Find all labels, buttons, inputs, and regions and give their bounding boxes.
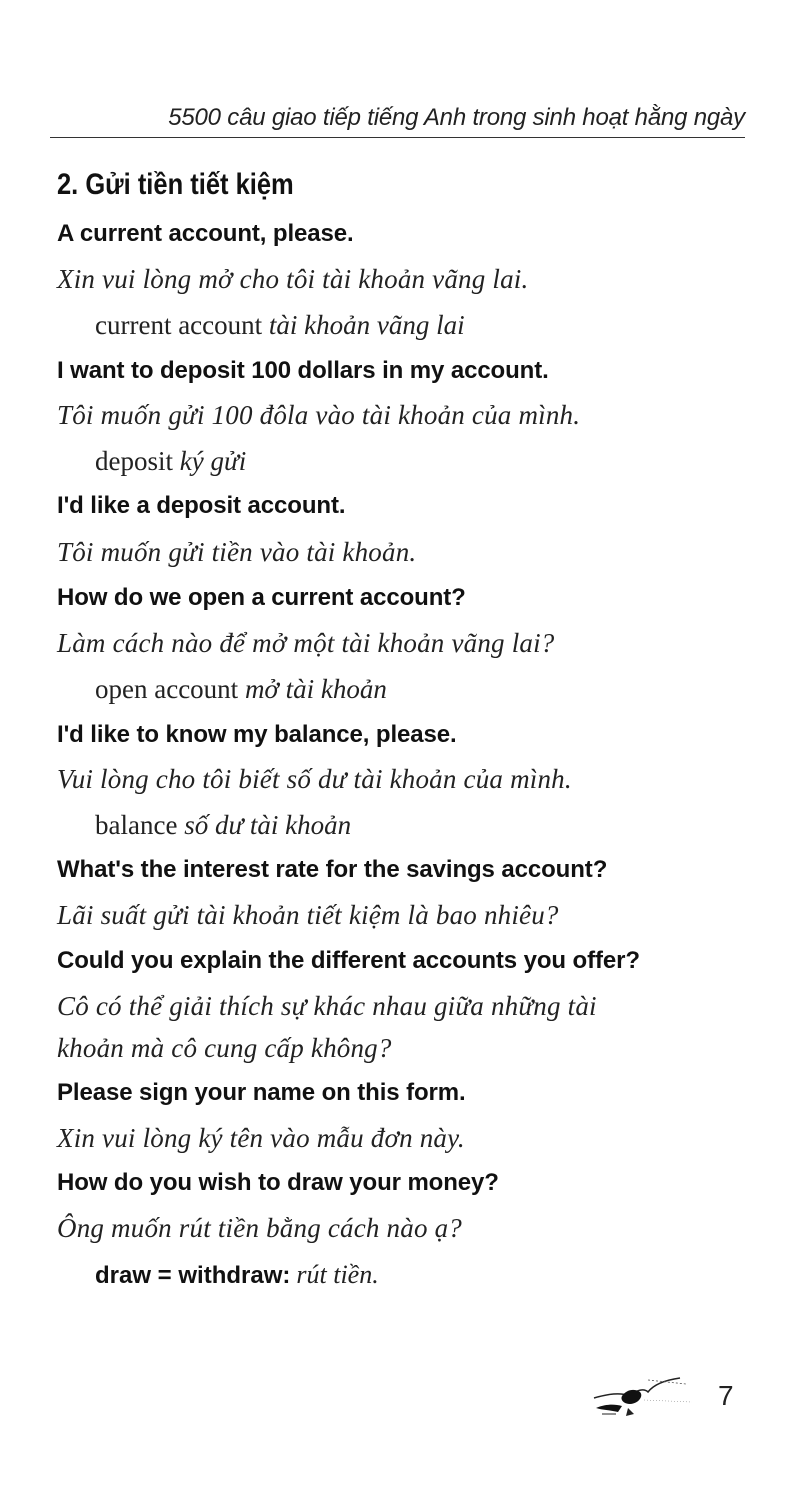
vocabulary-note [95,1260,379,1290]
vietnamese-translation: Xin vui lòng ký tên vào mẫu đơn này. [57,1123,465,1153]
vietnamese-translation: Tôi muốn gửi 100 đôla vào tài khoản của mình. [57,400,581,430]
english-phrase: What's the interest rate for the savings account? [57,856,608,883]
vietnamese-translation: Lãi suất gửi tài khoản tiết kiệm là bao nhiêu? [57,900,559,930]
vocabulary-term: draw = withdraw: [95,1262,291,1289]
vocabulary-meaning: số dư tài khoản [184,810,352,840]
vocabulary-meaning: mở tài khoản [244,674,387,704]
vietnamese-translation-line-2: khoản mà cô cung cấp không? [57,1033,392,1063]
english-phrase: Please sign your name on this form. [57,1079,466,1106]
vocabulary-meaning: rút tiền. [296,1260,379,1289]
header-rule [50,137,745,138]
vocabulary-term: open account [95,674,239,704]
bird-ornament-icon [588,1370,696,1425]
vietnamese-translation: Làm cách nào để mở một tài khoản vãng lai? [57,628,555,658]
english-phrase: A current account, please. [57,220,354,247]
vocabulary-meaning: tài khoản vãng lai [268,310,465,340]
vocabulary-term: balance [95,810,178,840]
running-header: 5500 câu giao tiếp tiếng Anh trong sinh hoạt hằng ngày [168,104,745,131]
english-phrase: I want to deposit 100 dollars in my account. [57,357,549,384]
english-phrase: I'd like to know my balance, please. [57,721,457,748]
vocabulary-note [95,810,351,841]
vietnamese-translation: Tôi muốn gửi tiền vào tài khoản. [57,537,417,567]
vietnamese-translation: Vui lòng cho tôi biết số dư tài khoản của mình. [57,764,572,794]
vietnamese-translation: Ông muốn rút tiền bằng cách nào ạ? [57,1213,463,1243]
vocabulary-note [95,674,387,705]
section-title: 2. Gửi tiền tiết kiệm [57,168,294,201]
english-phrase: I'd like a deposit account. [57,492,346,519]
english-phrase: How do you wish to draw your money? [57,1169,499,1196]
vocabulary-meaning: ký gửi [179,446,247,476]
vocabulary-term: current account [95,310,263,340]
vocabulary-term: deposit [95,446,173,476]
english-phrase: Could you explain the different accounts you offer? [57,947,640,974]
vietnamese-translation-line-1: Cô có thể giải thích sự khác nhau giữa những tài [57,991,597,1021]
english-phrase: How do we open a current account? [57,584,466,611]
vocabulary-note [95,446,246,477]
vietnamese-translation: Xin vui lòng mở cho tôi tài khoản vãng lai. [57,264,529,294]
page-number: 7 [718,1380,734,1411]
vocabulary-note [95,310,465,341]
